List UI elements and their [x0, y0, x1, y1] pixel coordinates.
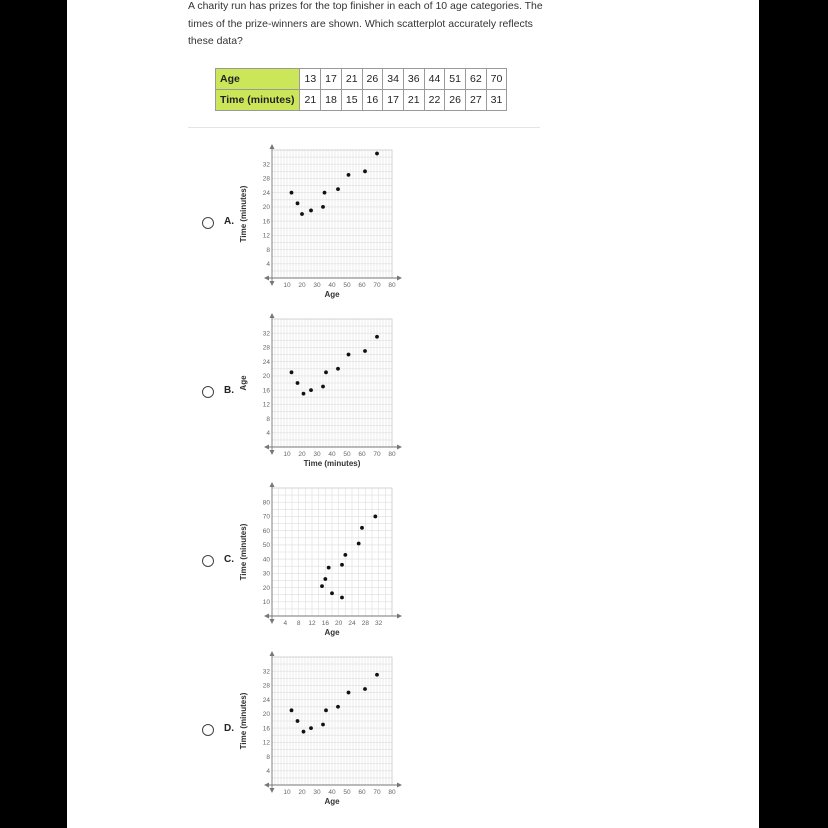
option-label: B. — [224, 385, 234, 396]
table-cell: 34 — [383, 69, 404, 90]
data-point — [347, 353, 351, 357]
table-row-time — [216, 90, 507, 111]
x-tick-label: 40 — [328, 789, 336, 796]
option-label: D. — [224, 723, 234, 734]
y-tick-label: 60 — [262, 527, 270, 535]
data-point — [340, 596, 344, 600]
table-cell: 18 — [321, 90, 342, 111]
table-cell: 21 — [341, 69, 362, 90]
data-point — [336, 705, 340, 709]
x-tick-label: 50 — [343, 789, 351, 796]
y-tick-label: 4 — [266, 430, 270, 438]
y-axis-label: Time (minutes) — [239, 523, 248, 581]
y-tick-label: 70 — [262, 513, 270, 521]
y-tick-label: 32 — [262, 668, 270, 676]
table-cell: 17 — [321, 69, 342, 90]
table-cell: 15 — [341, 90, 362, 111]
data-point — [320, 584, 324, 588]
table-cell: 51 — [445, 69, 466, 90]
table-cell: 26 — [445, 90, 466, 111]
data-point — [309, 388, 313, 392]
data-point — [375, 673, 379, 677]
data-point — [375, 152, 379, 156]
x-tick-label: 60 — [358, 282, 366, 289]
y-tick-label: 28 — [262, 175, 270, 183]
data-point — [302, 730, 306, 734]
x-tick-label: 8 — [296, 620, 301, 627]
table-cell: 21 — [300, 90, 321, 111]
y-tick-label: 24 — [262, 696, 270, 704]
x-tick-label: 16 — [321, 620, 329, 627]
grid — [272, 657, 392, 785]
table-cell: 31 — [486, 90, 507, 111]
x-tick-label: 10 — [283, 282, 291, 289]
x-tick-label: 50 — [343, 451, 351, 458]
y-tick-label: 50 — [262, 542, 270, 550]
data-point — [360, 526, 364, 530]
row-header: Time (minutes) — [216, 90, 300, 111]
data-point — [327, 566, 331, 570]
table-cell: 27 — [465, 90, 486, 111]
table-cell: 70 — [486, 69, 507, 90]
x-tick-label: 40 — [328, 282, 336, 289]
y-tick-label: 80 — [262, 499, 270, 507]
data-point — [296, 719, 300, 723]
x-tick-label: 12 — [308, 620, 316, 627]
data-point — [340, 563, 344, 567]
table-cell: 62 — [465, 69, 486, 90]
y-tick-label: 24 — [262, 189, 270, 197]
data-point — [290, 370, 294, 374]
data-point — [363, 687, 367, 691]
x-tick-label: 50 — [343, 282, 351, 289]
y-tick-label: 32 — [262, 330, 270, 338]
x-tick-label: 20 — [298, 451, 306, 458]
y-tick-label: 12 — [262, 401, 270, 409]
scatterplot-b — [67, 309, 427, 479]
data-point — [321, 205, 325, 209]
y-tick-label: 16 — [262, 387, 270, 395]
x-tick-label: 20 — [335, 620, 343, 627]
y-tick-label: 20 — [262, 204, 270, 212]
x-axis-label: Age — [324, 290, 340, 299]
y-tick-label: 16 — [262, 218, 270, 226]
x-axis-label: Time (minutes) — [303, 459, 361, 468]
data-point — [324, 370, 328, 374]
y-tick-label: 40 — [262, 556, 270, 564]
data-point — [347, 173, 351, 177]
y-tick-label: 12 — [262, 739, 270, 747]
data-point — [290, 708, 294, 712]
grid — [272, 150, 392, 278]
y-axis-label: Time (minutes) — [239, 185, 248, 243]
data-point — [296, 381, 300, 385]
x-axis-label: Age — [324, 797, 340, 806]
y-tick-label: 20 — [262, 373, 270, 381]
data-point — [323, 191, 327, 195]
table-cell: 17 — [383, 90, 404, 111]
x-tick-label: 20 — [298, 789, 306, 796]
table-cell: 44 — [424, 69, 445, 90]
y-axis-label: Age — [239, 375, 248, 391]
scatterplot-a — [67, 140, 427, 310]
x-tick-label: 60 — [358, 451, 366, 458]
y-tick-label: 8 — [266, 753, 270, 761]
x-tick-label: 28 — [361, 620, 369, 627]
x-tick-label: 60 — [358, 789, 366, 796]
x-tick-label: 24 — [348, 620, 356, 627]
data-point — [290, 191, 294, 195]
data-point — [373, 515, 377, 519]
table-cell: 13 — [300, 69, 321, 90]
x-tick-label: 70 — [373, 789, 381, 796]
x-tick-label: 20 — [298, 282, 306, 289]
x-tick-label: 40 — [328, 451, 336, 458]
y-tick-label: 16 — [262, 725, 270, 733]
data-point — [321, 723, 325, 727]
y-axis-label: Time (minutes) — [239, 692, 248, 750]
table-cell: 36 — [403, 69, 424, 90]
data-point — [336, 187, 340, 191]
data-point — [324, 708, 328, 712]
table-row-age — [216, 69, 507, 90]
question-page — [67, 0, 759, 828]
data-point — [330, 591, 334, 595]
y-tick-label: 8 — [266, 415, 270, 423]
y-tick-label: 20 — [262, 584, 270, 592]
data-point — [296, 201, 300, 205]
data-point — [363, 349, 367, 353]
data-point — [363, 169, 367, 173]
y-tick-label: 30 — [262, 570, 270, 578]
x-tick-label: 30 — [313, 451, 321, 458]
x-tick-label: 32 — [375, 620, 383, 627]
data-point — [375, 335, 379, 339]
y-tick-label: 28 — [262, 344, 270, 352]
data-table — [215, 68, 507, 111]
table-cell: 16 — [362, 90, 383, 111]
data-point — [357, 542, 361, 546]
x-tick-label: 70 — [373, 451, 381, 458]
y-tick-label: 24 — [262, 358, 270, 366]
y-tick-label: 32 — [262, 161, 270, 169]
data-point — [300, 212, 304, 216]
x-tick-label: 70 — [373, 282, 381, 289]
x-tick-label: 30 — [313, 282, 321, 289]
option-label: A. — [224, 216, 234, 227]
y-tick-label: 4 — [266, 768, 270, 776]
row-header: Age — [216, 69, 300, 90]
table-cell: 26 — [362, 69, 383, 90]
grid — [272, 488, 392, 616]
y-tick-label: 4 — [266, 261, 270, 269]
grid — [272, 319, 392, 447]
y-tick-label: 8 — [266, 246, 270, 254]
x-tick-label: 80 — [388, 282, 396, 289]
data-point — [321, 385, 325, 389]
table-cell: 22 — [424, 90, 445, 111]
y-tick-label: 28 — [262, 682, 270, 690]
scatterplot-c — [67, 478, 427, 648]
x-tick-label: 4 — [283, 620, 288, 627]
x-tick-label: 10 — [283, 789, 291, 796]
data-point — [347, 691, 351, 695]
y-tick-label: 10 — [262, 599, 270, 607]
data-point — [309, 209, 313, 213]
data-point — [309, 726, 313, 730]
divider — [188, 127, 540, 128]
x-tick-label: 80 — [388, 451, 396, 458]
data-point — [343, 553, 347, 557]
x-axis-label: Age — [324, 628, 340, 637]
data-point — [323, 577, 327, 581]
x-tick-label: 30 — [313, 789, 321, 796]
data-point — [302, 392, 306, 396]
option-label: C. — [224, 554, 234, 565]
data-point — [336, 367, 340, 371]
table-cell: 21 — [403, 90, 424, 111]
x-tick-label: 80 — [388, 789, 396, 796]
scatterplot-d — [67, 647, 427, 817]
question-text: A charity run has prizes for the top finisher in each of 10 age categories. The times of the prize-winners are shown. Which scatterplot accurately reflects these data? — [188, 0, 543, 47]
x-tick-label: 10 — [283, 451, 291, 458]
y-tick-label: 20 — [262, 711, 270, 719]
y-tick-label: 12 — [262, 232, 270, 240]
